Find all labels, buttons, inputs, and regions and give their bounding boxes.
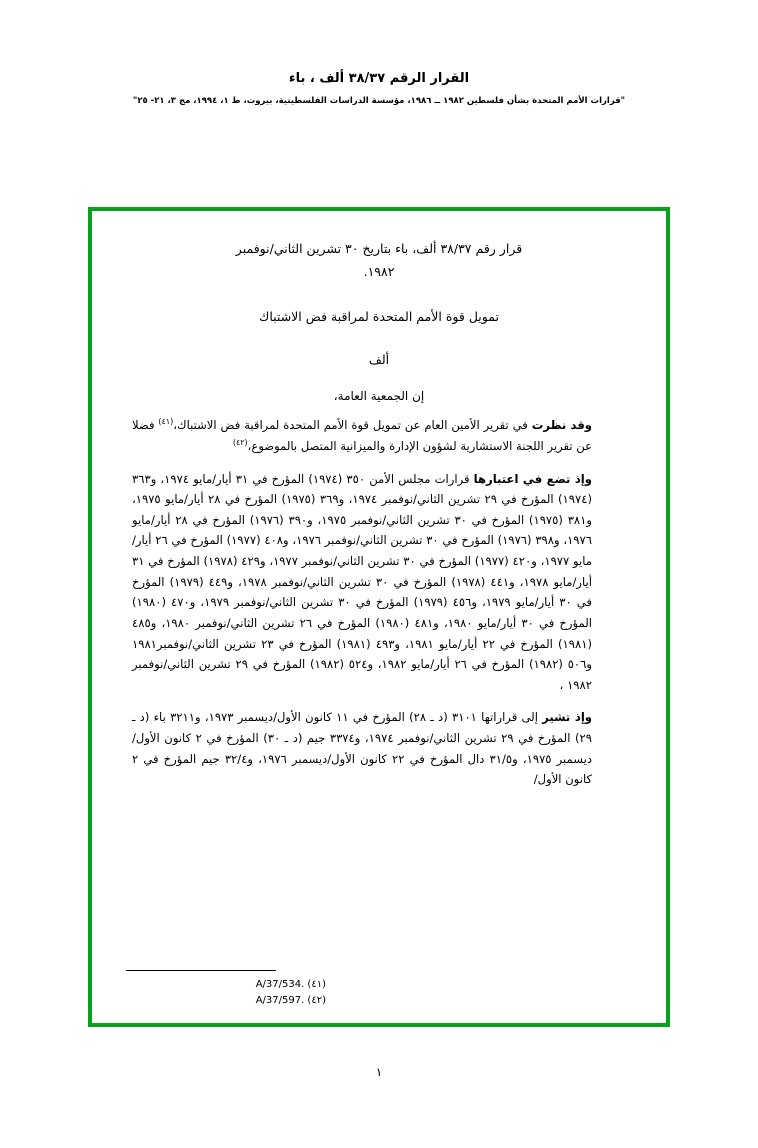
preamble-paragraph-1-lead: وقد نظرت bbox=[531, 418, 592, 433]
footnote-ref-42: (٤٢) bbox=[232, 438, 248, 448]
resolution-subject: تمويل قوة الأمم المتحدة لمراقبة فض الاشتباك bbox=[259, 309, 499, 325]
preamble-paragraph-1-text: في تقرير الأمين العام عن تمويل قوة الأمم المتحدة لمراقبة فض الاشتباك، bbox=[173, 418, 532, 433]
preamble-paragraph-3-lead: وإذ تشير bbox=[542, 710, 593, 725]
resolution-heading bbox=[126, 237, 632, 283]
resolution-part-label: ألف bbox=[368, 352, 390, 368]
page-title: القرار الرقم ٣٨/٣٧ ألف ، باء bbox=[288, 71, 470, 86]
footnote-list bbox=[126, 977, 326, 1009]
preamble-paragraph-2-text: قرارات مجلس الأمن ٣٥٠ (١٩٧٤) المؤرخ في ٣١ أيار/مايو ١٩٧٤، و٣٦٣ (١٩٧٤) المؤرخ في ٢٩ تشرين الثاني/نوفمبر ١٩٧٤، و٣٦٩ (١٩٧٥) المؤرخ في ٢٨ أيار/مايو ١٩٧٥، و٣٨١ (١٩٧٥) المؤرخ في ٣٠ تشرين الثاني/نوفمبر ١٩٧٥، و٣٩٠ (١٩٧٦) المؤرخ في ٢٨ أيار/مايو ١٩٧٦، و٣٩٨ (١٩٧٦) المؤرخ في ٣٠ تشرين الثاني/نوفمبر ١٩٧٦، و٤٠٨ (١٩٧٧) المؤرخ في ٢٦ أيار/مايو ١٩٧٧، و٤٢٠ (١٩٧٧) المؤرخ في ٣٠ تشرين الثاني/نوفمبر ١٩٧٧، و٤٢٩ (١٩٧٨) المؤرخ في ٣١ أيار/مايو ١٩٧٨، و٤٤١ (١٩٧٨) المؤرخ في ٣٠ تشرين الثاني/نوفمبر ١٩٧٨، و٤٤٩ (١٩٧٩) المؤرخ في ٣٠ أيار/مايو ١٩٧٩، و٤٥٦ (١٩٧٩) المؤرخ في ٣٠ تشرين الثاني/نوفمبر ١٩٧٩، و٤٧٠ (١٩٨٠) المؤرخ في ٣٠ أيار/مايو ١٩٨٠، و٤٨١ (١٩٨٠) المؤرخ في ٢٦ تشرين الثاني/نوفمبر ١٩٨٠، و٤٨٥ (١٩٨١) المؤرخ في ٢٢ أيار/مايو ١٩٨١، و٤٩٣ (١٩٨١) المؤرخ في ٢٣ تشرين الثاني/نوفمبر١٩٨١ و٥٠٦ (١٩٨٢) المؤرخ في ٢٦ أيار/مايو ١٩٨٢، و٥٢٤ (١٩٨٢) المؤرخ في ٢٩ تشرين الثاني/نوفمبر ١٩٨٢ ، bbox=[132, 471, 592, 692]
document-page bbox=[0, 70, 758, 1148]
preamble-paragraph-3-text: إلى قراراتها ٣١٠١ (د ـ ٢٨) المؤرخ في ١١ كانون الأول/ديسمبر ١٩٧٣، و٣٢١١ باء (د ـ ٢٩) المؤرخ في ٢٩ تشرين الثاني/نوفمبر ١٩٧٤، و٣٣٧٤ جيم (د ـ ٣٠) المؤرخ في ٢ كانون الأول/ديسمبر ١٩٧٥، و٣١/٥ دال المؤرخ في ٢٢ كانون الأول/ديسمبر ١٩٧٦، و٣٢/٤ جيم المؤرخ في ٢ كانون الأول/ bbox=[132, 710, 592, 787]
resolution-heading-line-1: قرار رقم ٣٨/٣٧ ألف، باء بتاريخ ٣٠ تشرين الثاني/نوفمبر bbox=[235, 241, 523, 256]
preamble-paragraph-1 bbox=[132, 415, 592, 456]
footnote-ref-41: (٤١) bbox=[158, 417, 174, 427]
preamble-paragraph-2-lead: وإذ تضع في اعتبارها bbox=[473, 471, 592, 486]
resolution-heading-line-2: ١٩٨٢. bbox=[363, 264, 395, 280]
resolution-body bbox=[92, 211, 666, 1023]
preamble-paragraph-3 bbox=[132, 707, 592, 790]
preamble-paragraph-2 bbox=[132, 469, 592, 696]
resolution-paragraphs bbox=[132, 415, 592, 790]
page-number: ١ bbox=[375, 1065, 383, 1079]
document-header bbox=[0, 70, 758, 108]
source-citation: "قرارات الأمم المتحدة بشأن فلسطين ١٩٨٢ ــ ١٩٨٦، مؤسسة الدراسات الفلسطينية، بيروت، ط ١، ١٩٩٤، مج ٣، ٢١- ٢٥" bbox=[132, 96, 626, 107]
resolution-preamble-assembly: إن الجمعية العامة، bbox=[333, 389, 425, 404]
resolution-frame bbox=[88, 207, 670, 1027]
preamble-paragraph-1-text-2: فضلا عن تقرير اللجنة الاستشارية لشؤون الإدارة والميزانية المتصل بالموضوع، bbox=[132, 418, 592, 453]
footnote-item: A/37/534. (٤١) bbox=[255, 979, 326, 990]
footnote-separator bbox=[126, 970, 276, 971]
footnote-item: A/37/597. (٤٢) bbox=[255, 995, 326, 1006]
